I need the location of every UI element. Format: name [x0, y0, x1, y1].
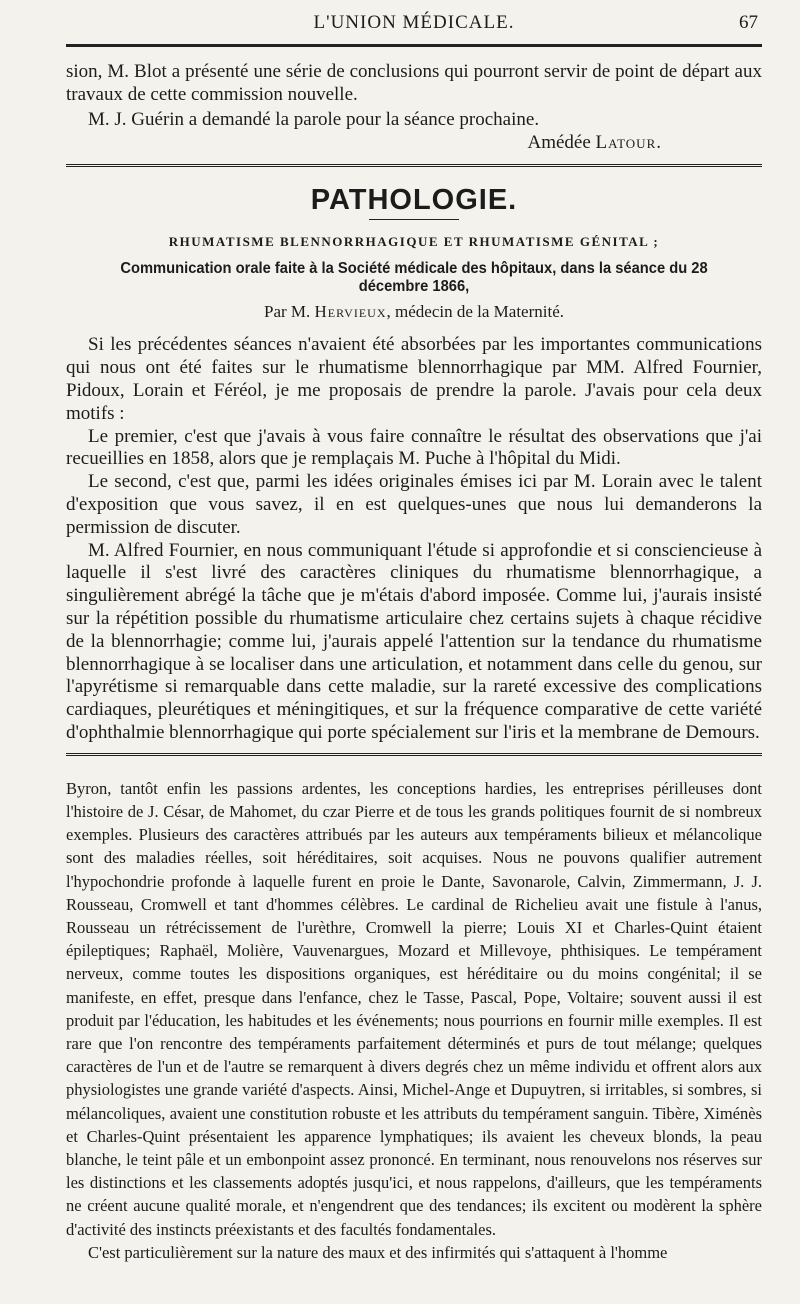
signature — [66, 131, 762, 154]
author-prefix: Par M. — [264, 302, 311, 322]
communication-line: Communication orale faite à la Société médicale des hôpitaux, dans la séance du 28 décembre 1866, — [120, 260, 708, 296]
article-paragraph-3: Le second, c'est que, parmi les idées originales émises ici par M. Lorain avec le talent d'exposition que vous savez, il en est quelques-unes que nous lui demanderons la permission de discuter. — [66, 471, 762, 538]
feuilleton-section — [66, 777, 762, 1264]
title-underline — [369, 219, 459, 220]
running-title: L'UNION MÉDICALE. — [313, 12, 515, 33]
author-suffix: , médecin de la Maternité. — [386, 302, 564, 322]
intro-paragraph-2: M. J. Guérin a demandé la parole pour la séance prochaine. — [88, 108, 540, 130]
page-number: 67 — [739, 12, 758, 33]
author-line — [66, 302, 762, 322]
intro-paragraph: sion, M. Blot a présenté une série de conclusions qui pourront servir de point de départ aux travaux de cette commission nouvelle. — [66, 61, 762, 105]
section-header — [66, 184, 762, 322]
section-divider — [66, 164, 762, 170]
signature-first-name: Amédée — [527, 132, 591, 154]
header-rule — [66, 44, 762, 47]
intro-section — [66, 61, 762, 154]
article-paragraph-4: M. Alfred Fournier, en nous communiquant l'étude si approfondie et si consciencieuse à laquelle il s'est livré des caractères cliniques du rhumatisme blennorrhagique, a singulièrement abrégé la tâche que je m'étais d'abord imposée. Comme lui, j'aurais insisté sur la répétition possible du rhumatisme articulaire chez certains sujets à chaque récidive de la blennorrhagie; comme lui, j'aurais appelé l'attention sur la tendance du rhumatisme blennorrhagique à se localiser dans une articulation, et notamment dans celle du genou, sur l'apyrétisme si remarquable dans cette maladie, sur la rareté excessive des complications cardiaques, pleurétiques et méningitiques, et sur la fréquence comparative de cette variété d'ophthalmie blennorrhagique qui porte spécialement sur l'iris et la membrane de Demours. — [66, 539, 762, 743]
article-paragraph-2: Le premier, c'est que j'avais à vous faire connaître le résultat des observations que j'ai recueillies en 1858, alors que je remplaçais M. Puche à l'hôpital du Midi. — [66, 425, 762, 470]
signature-last-name: Latour. — [595, 132, 662, 154]
section-title: PATHOLOGIE. — [310, 184, 518, 217]
article-subtitle: RHUMATISME BLENNORRHAGIQUE ET RHUMATISME GÉNITAL ; — [168, 234, 660, 250]
running-head — [66, 0, 762, 44]
feuilleton-divider — [66, 753, 762, 759]
article-body — [66, 334, 762, 744]
feuilleton-paragraph-1: Byron, tantôt enfin les passions ardentes, les conceptions hardies, les entreprises périlleuses dont l'histoire de J. César, de Mahomet, du czar Pierre et de tous les grands politiques fournit de si nombreux exemples. Plusieurs des caractères attribués par les auteurs aux tempéraments bilieux et mélancolique sont des maladies réelles, soit héréditaires, soit acquises. Nous ne pouvons qualifier autrement l'hypochondrie profonde à laquelle furent en proie le Dante, Savonarole, Calvin, Zimmermann, J. J. Rousseau, Cromwell et tant d'hommes célèbres. Le cardinal de Richelieu avait une fistule à l'anus, Rousseau un rétrécissement de l'urèthre, Cromwell la pierre; Louis XI et Charles-Quint étaient épileptiques; Raphaël, Molière, Vauvenargues, Mozard et Millevoye, phthisiques. Le tempérament nerveux, comme toutes les dispositions organiques, est héréditaire ou du moins congénital; il se manifeste, en effet, presque dans l'enfance, chez le Tasse, Pascal, Pope, Voltaire; souvent aussi il est produit par l'éducation, les habitudes et les événements; nous pourrions en fournir mille exemples. Il est rare que l'on rencontre des tempéraments parfaitement déterminés et purs de tout mélange; quelques caractères de l'un et de l'autre se remarquent à divers degrés chez un même individu et offrent alors aux physiologistes une grande variété d'aspects. Ainsi, Michel-Ange et Dupuytren, si irritables, si sombres, si mélancoliques, avaient une constitution robuste et les attributs du tempérament sanguin. Tibère, Ximénès et Charles-Quint présentaient les apparence lymphatiques; ils avaient les cheveux blonds, la peau blanche, le teint pâle et un embonpoint assez prononcé. En terminant, nous renouvelons nos réserves sur les distinctions et les classements adoptés jusqu'ici, et nous rappelons, d'ailleurs, que les tempéraments ne créent aucune qualité morale, et n'engendrent que des tendances; ils excitent ou modèrent la sphère d'activité des instincts préexistants et des facultés fondamentales. — [66, 778, 762, 1239]
article-paragraph-1: Si les précédentes séances n'avaient été absorbées par les importantes communications qui nous ont été faites sur le rhumatisme blennorrhagique par MM. Alfred Fournier, Pidoux, Lorain et Féréol, je me proposais de prendre la parole. J'avais pour cela deux motifs : — [66, 334, 762, 424]
author-name: Hervieux — [314, 302, 387, 322]
feuilleton-paragraph-2: C'est particulièrement sur la nature des maux et des infirmités qui s'attaquent à l'homme — [88, 1242, 668, 1262]
